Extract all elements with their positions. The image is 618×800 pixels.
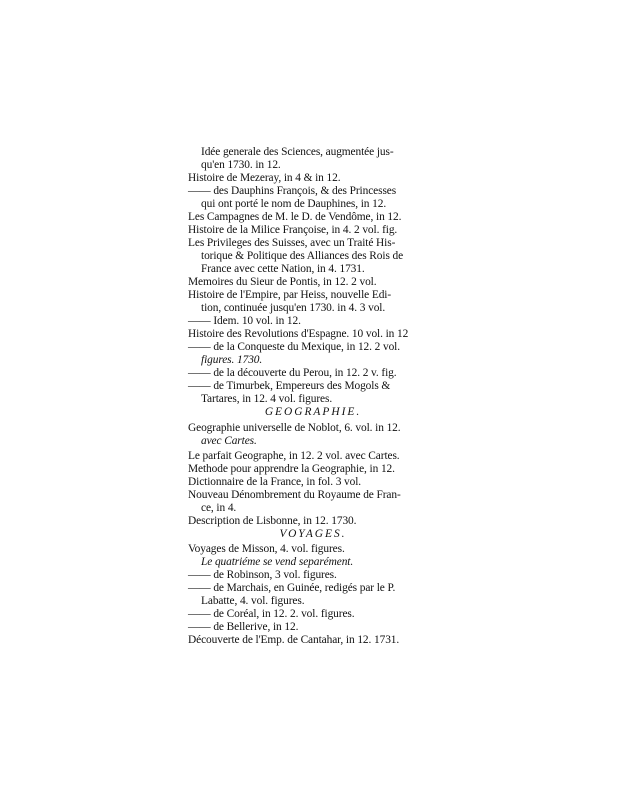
catalogue-line: Voyages de Misson, 4. vol. figures. xyxy=(188,543,345,555)
section-heading-voyages: VOYAGES. xyxy=(279,528,347,540)
catalogue-line: —— de Marchais, en Guinée, redigés par le P. xyxy=(188,582,396,594)
catalogue-line: Geographie universelle de Noblot, 6. vol. in 12. xyxy=(188,422,401,434)
catalogue-line: —— Idem. 10 vol. in 12. xyxy=(188,315,301,327)
catalogue-line: Dictionnaire de la France, in fol. 3 vol. xyxy=(188,476,362,488)
catalogue-line: Le quatriéme se vend separément. xyxy=(201,556,354,568)
catalogue-line: Le parfait Geographe, in 12. 2 vol. avec Cartes. xyxy=(188,450,400,462)
catalogue-line: tion, continuée jusqu'en 1730. in 4. 3 vol. xyxy=(201,302,386,314)
catalogue-line: —— de Timurbek, Empereurs des Mogols & xyxy=(188,380,391,392)
catalogue-line: qu'en 1730. in 12. xyxy=(201,159,281,171)
catalogue-line: —— de la Conqueste du Mexique, in 12. 2 vol. xyxy=(188,341,400,353)
catalogue-line: Histoire des Revolutions d'Espagne. 10 vol. in 12 xyxy=(188,328,409,340)
catalogue-line: —— de la découverte du Perou, in 12. 2 v. fig. xyxy=(188,367,397,379)
catalogue-line: Idée generale des Sciences, augmentée jus- xyxy=(201,146,394,158)
catalogue-line: Tartares, in 12. 4 vol. figures. xyxy=(201,393,333,405)
catalogue-line: Nouveau Dénombrement du Royaume de Fran- xyxy=(188,489,401,501)
catalogue-line: ce, in 4. xyxy=(201,502,237,514)
catalogue-line: —— de Robinson, 3 vol. figures. xyxy=(188,569,337,581)
catalogue-line: Découverte de l'Emp. de Cantahar, in 12. 1731. xyxy=(188,634,400,646)
catalogue-line: —— des Dauphins François, & des Princesses xyxy=(188,185,397,197)
section-heading-geographie: GEOGRAPHIE. xyxy=(264,406,362,418)
catalogue-line: Memoires du Sieur de Pontis, in 12. 2 vol. xyxy=(188,276,377,288)
catalogue-line: qui ont porté le nom de Dauphines, in 12. xyxy=(201,198,387,210)
catalogue-line: figures. 1730. xyxy=(201,354,263,366)
catalogue-line: Histoire de la Milice Françoise, in 4. 2 vol. fig. xyxy=(188,224,398,236)
catalogue-line: France avec cette Nation, in 4. 1731. xyxy=(201,263,365,275)
catalogue-line: avec Cartes. xyxy=(201,435,257,447)
catalogue-line: Methode pour apprendre la Geographie, in 12. xyxy=(188,463,395,475)
catalogue-line: Les Campagnes de M. le D. de Vendôme, in 12. xyxy=(188,211,402,223)
catalogue-line: Labatte, 4. vol. figures. xyxy=(201,595,305,607)
catalogue-line: Les Privileges des Suisses, avec un Traité His- xyxy=(188,237,396,249)
catalogue-line: Histoire de Mezeray, in 4 & in 12. xyxy=(188,172,341,184)
catalogue-line: —— de Bellerive, in 12. xyxy=(188,621,299,633)
catalogue-line: Histoire de l'Empire, par Heiss, nouvelle Edi- xyxy=(188,289,392,301)
catalogue-line: —— de Coréal, in 12. 2. vol. figures. xyxy=(188,608,355,620)
catalogue-line: torique & Politique des Alliances des Rois de xyxy=(201,250,404,262)
catalogue-line: Description de Lisbonne, in 12. 1730. xyxy=(188,515,357,527)
